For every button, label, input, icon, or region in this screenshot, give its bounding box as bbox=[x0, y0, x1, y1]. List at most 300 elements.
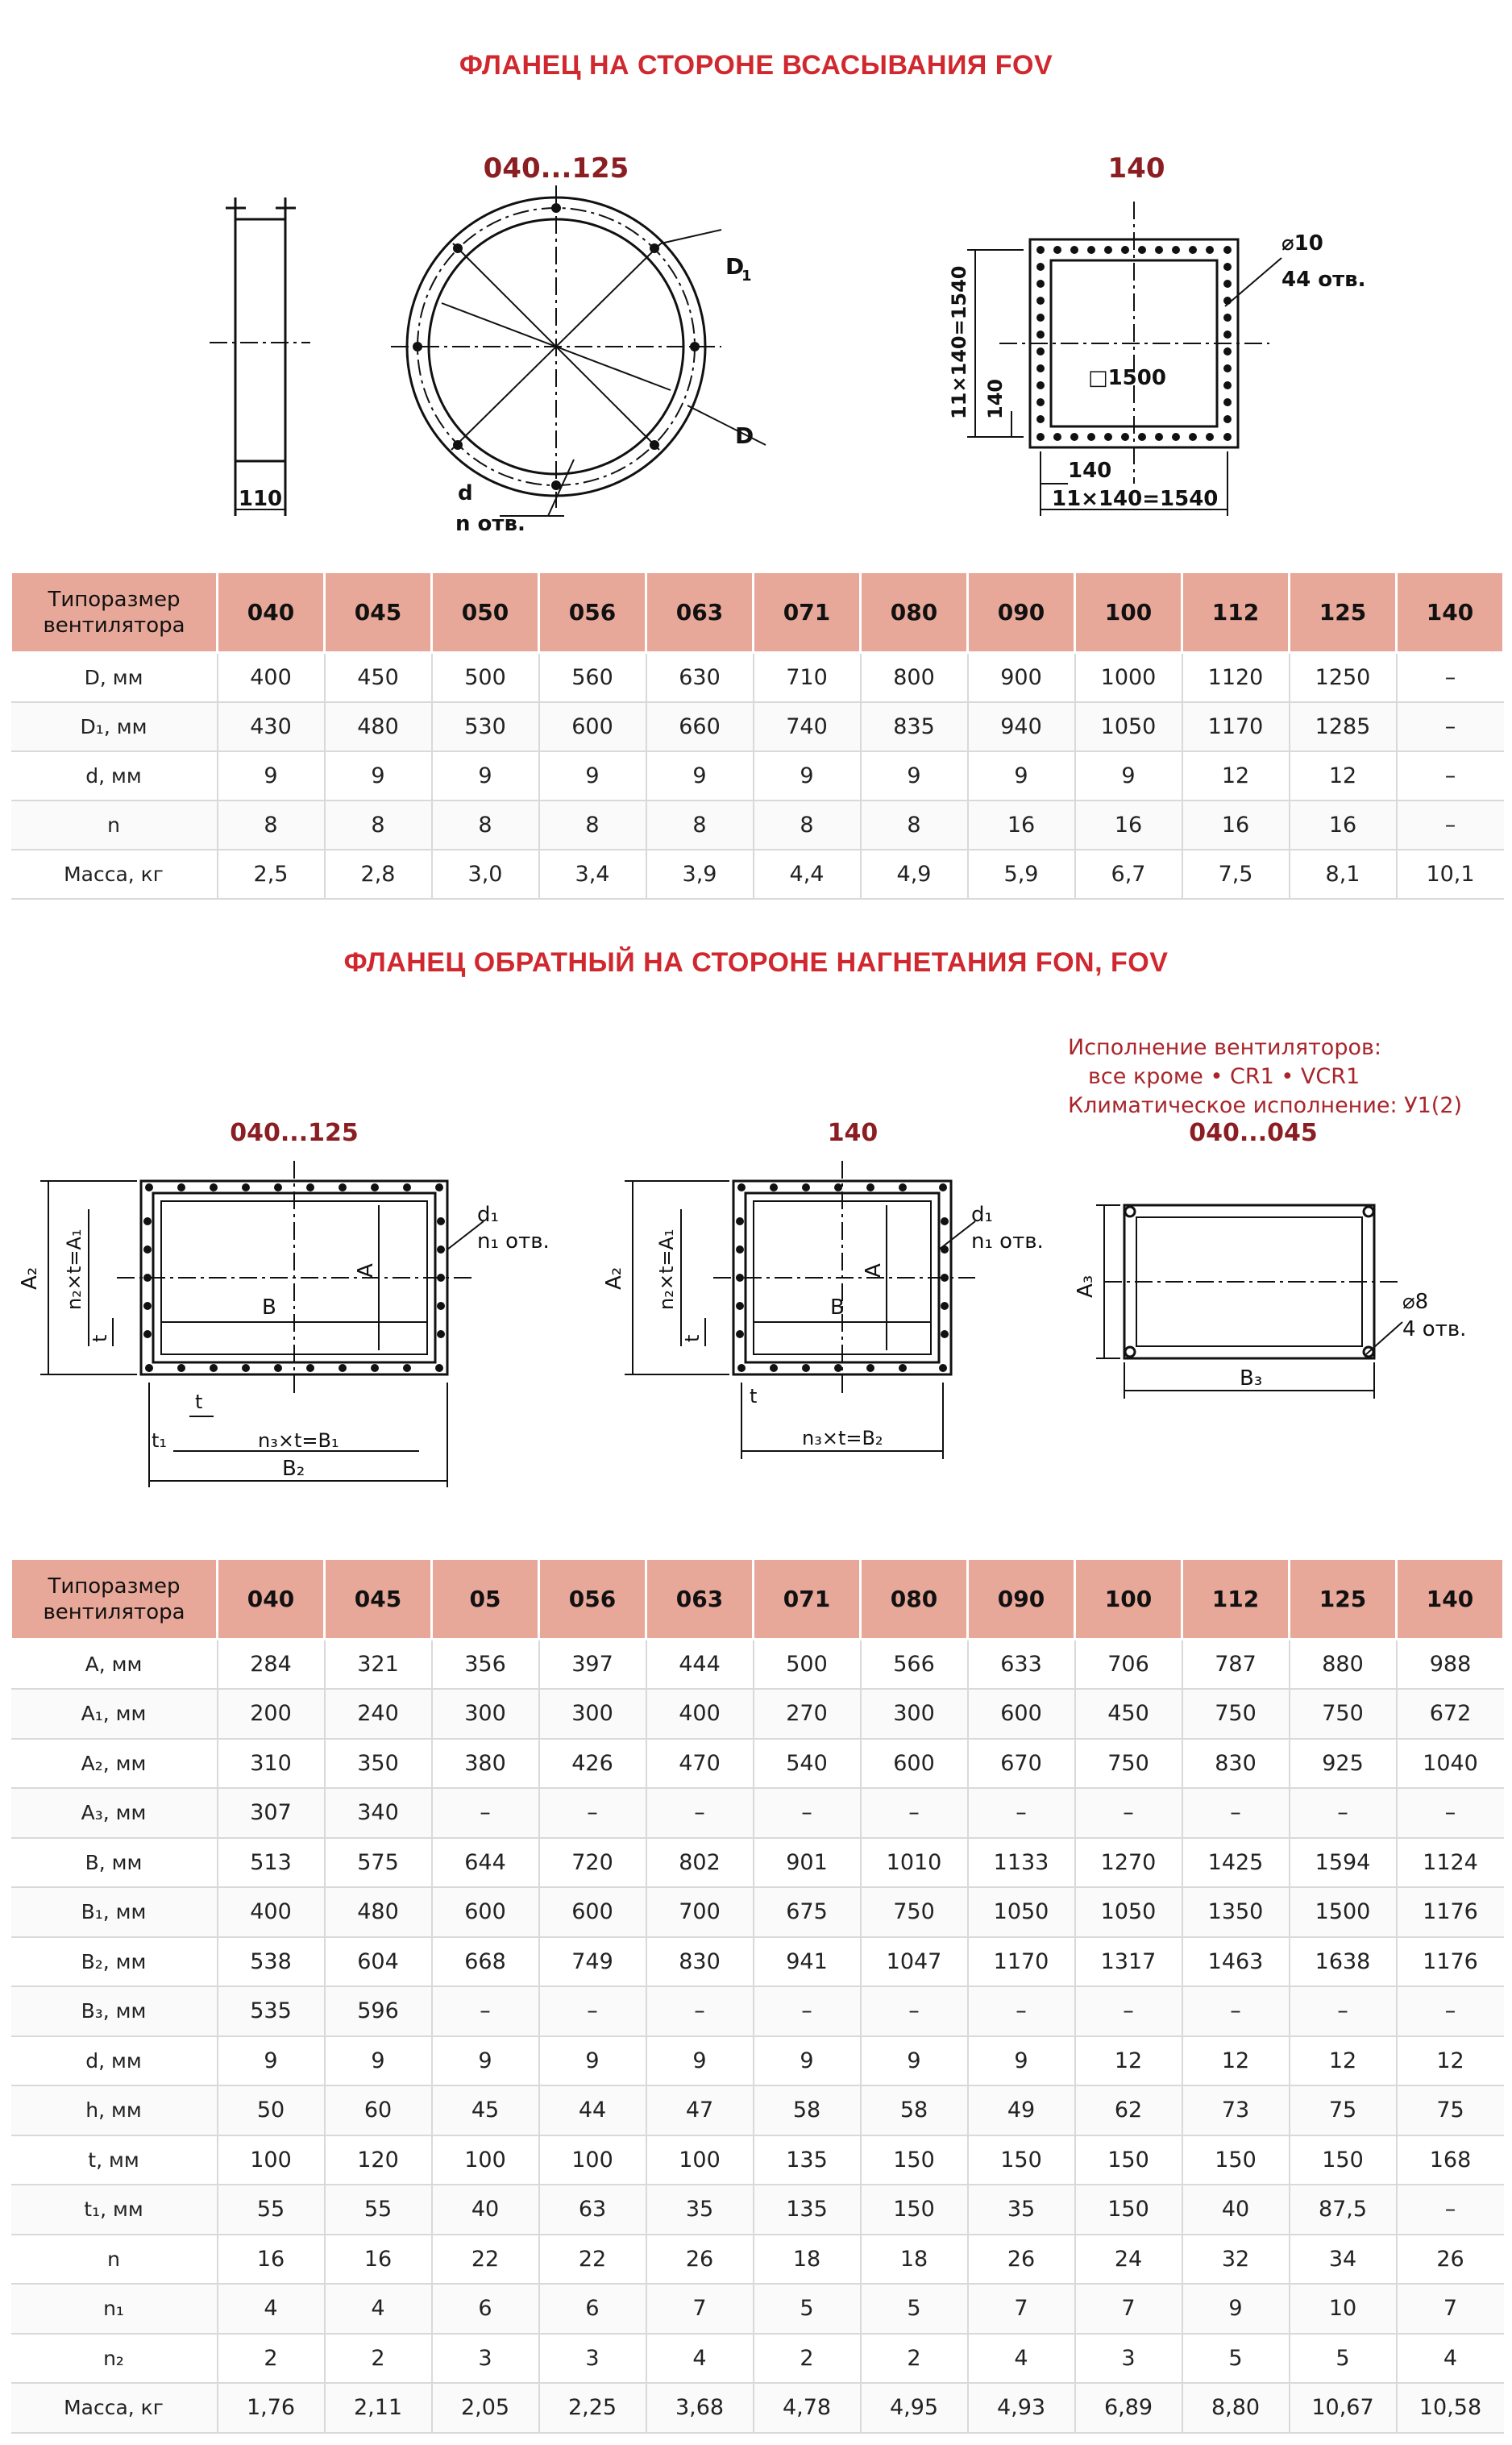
table-cell: – bbox=[539, 1788, 646, 1838]
table-cell: – bbox=[1397, 800, 1504, 850]
table-cell: 7 bbox=[646, 2284, 754, 2334]
table-cell: 120 bbox=[325, 2135, 432, 2185]
table-cell: 9 bbox=[539, 751, 646, 800]
svg-text:D: D bbox=[735, 422, 754, 449]
table-cell: 7,5 bbox=[1182, 850, 1290, 899]
table-cell: 901 bbox=[754, 1838, 861, 1888]
table-cell: 9 bbox=[325, 751, 432, 800]
table-cell: 1638 bbox=[1290, 1937, 1397, 1987]
size-header: 112 bbox=[1182, 1559, 1290, 1640]
table-cell: 4 bbox=[218, 2284, 325, 2334]
table-cell: – bbox=[1397, 1986, 1504, 2036]
table-cell: 668 bbox=[432, 1937, 539, 1987]
table-cell: 340 bbox=[325, 1788, 432, 1838]
table-cell: 12 bbox=[1290, 751, 1397, 800]
size-header: 100 bbox=[1075, 572, 1182, 653]
svg-text:040...125: 040...125 bbox=[230, 1119, 359, 1147]
svg-text:D: D bbox=[725, 253, 745, 280]
table-cell: 1010 bbox=[861, 1838, 968, 1888]
note-line-2: все кроме • CR1 • VCR1 bbox=[1088, 1064, 1360, 1089]
table-cell: 10,58 bbox=[1397, 2383, 1504, 2433]
table-cell: 284 bbox=[218, 1640, 325, 1690]
table-cell: 9 bbox=[1182, 2284, 1290, 2334]
table-cell: 1463 bbox=[1182, 1937, 1290, 1987]
table-cell: – bbox=[861, 1986, 968, 2036]
round-flange-label: 040...125 bbox=[483, 152, 629, 185]
table-cell: 802 bbox=[646, 1838, 754, 1888]
table-cell: – bbox=[432, 1788, 539, 1838]
table-cell: – bbox=[1290, 1788, 1397, 1838]
svg-text:140: 140 bbox=[984, 378, 1007, 419]
svg-text:4 отв.: 4 отв. bbox=[1402, 1317, 1467, 1341]
table-cell: 426 bbox=[539, 1739, 646, 1789]
table-cell: – bbox=[1075, 1986, 1182, 2036]
row-label: В, мм bbox=[11, 1838, 218, 1888]
table-cell: 5 bbox=[754, 2284, 861, 2334]
svg-text:140: 140 bbox=[827, 1119, 879, 1147]
table-cell: 9 bbox=[968, 2036, 1075, 2086]
table-cell: 150 bbox=[1075, 2135, 1182, 2185]
table-cell: 73 bbox=[1182, 2085, 1290, 2135]
table-cell: 100 bbox=[432, 2135, 539, 2185]
table-cell: 830 bbox=[646, 1937, 754, 1987]
table-cell: 480 bbox=[325, 702, 432, 751]
size-header: 040 bbox=[218, 572, 325, 653]
svg-text:B₂: B₂ bbox=[282, 1457, 305, 1481]
table-row bbox=[11, 2135, 1504, 2185]
table-row bbox=[11, 2085, 1504, 2135]
table-row bbox=[11, 1986, 1504, 2036]
svg-text:□1500: □1500 bbox=[1088, 366, 1166, 390]
table-cell: 596 bbox=[325, 1986, 432, 2036]
table-cell: – bbox=[1397, 751, 1504, 800]
table-cell: 2 bbox=[754, 2334, 861, 2384]
svg-text:A: A bbox=[862, 1263, 886, 1278]
table-cell: 600 bbox=[539, 702, 646, 751]
table-cell: 6,89 bbox=[1075, 2383, 1182, 2433]
table-cell: 644 bbox=[432, 1838, 539, 1888]
table-cell: 35 bbox=[968, 2185, 1075, 2235]
table-cell: 560 bbox=[539, 653, 646, 702]
table-cell: 49 bbox=[968, 2085, 1075, 2135]
table-cell: 1425 bbox=[1182, 1838, 1290, 1888]
table-cell: 16 bbox=[1182, 800, 1290, 850]
table-cell: – bbox=[1397, 1788, 1504, 1838]
table-row bbox=[11, 2284, 1504, 2334]
table-cell: – bbox=[432, 1986, 539, 2036]
table-cell: 356 bbox=[432, 1640, 539, 1690]
table-cell: 45 bbox=[432, 2085, 539, 2135]
svg-text:A₂: A₂ bbox=[18, 1266, 42, 1290]
table-cell: 12 bbox=[1075, 2036, 1182, 2086]
row-label: t₁, мм bbox=[11, 2185, 218, 2235]
svg-text:t₁: t₁ bbox=[152, 1429, 168, 1452]
table-cell: 749 bbox=[539, 1937, 646, 1987]
table-cell: 3 bbox=[432, 2334, 539, 2384]
svg-text:B: B bbox=[830, 1295, 845, 1320]
size-header: 125 bbox=[1290, 572, 1397, 653]
table-cell: 6 bbox=[539, 2284, 646, 2334]
table-cell: 444 bbox=[646, 1640, 754, 1690]
table-cell: 1176 bbox=[1397, 1887, 1504, 1937]
table-cell: 2 bbox=[861, 2334, 968, 2384]
svg-text:140: 140 bbox=[1068, 459, 1112, 483]
table-cell: 380 bbox=[432, 1739, 539, 1789]
table-cell: 1170 bbox=[1182, 702, 1290, 751]
table-cell: 835 bbox=[861, 702, 968, 751]
table-cell: 900 bbox=[968, 653, 1075, 702]
table-cell: 22 bbox=[539, 2235, 646, 2285]
row-label: n bbox=[11, 800, 218, 850]
table-cell: 4 bbox=[325, 2284, 432, 2334]
svg-text:44 отв.: 44 отв. bbox=[1281, 268, 1366, 292]
table-cell: 600 bbox=[539, 1887, 646, 1937]
table-cell: 500 bbox=[432, 653, 539, 702]
table-cell: 470 bbox=[646, 1739, 754, 1789]
table-cell: 670 bbox=[968, 1739, 1075, 1789]
table-cell: 450 bbox=[1075, 1689, 1182, 1739]
row-label: h, мм bbox=[11, 2085, 218, 2135]
table-cell: 7 bbox=[968, 2284, 1075, 2334]
table-cell: – bbox=[1182, 1788, 1290, 1838]
table-row bbox=[11, 702, 1504, 751]
table-cell: 1317 bbox=[1075, 1937, 1182, 1987]
table-cell: 3,9 bbox=[646, 850, 754, 899]
table-cell: 400 bbox=[646, 1689, 754, 1739]
table-cell: 720 bbox=[539, 1838, 646, 1888]
table-cell: 7 bbox=[1075, 2284, 1182, 2334]
table-cell: 538 bbox=[218, 1937, 325, 1987]
note-line-3: Климатическое исполнение: У1(2) bbox=[1068, 1093, 1463, 1118]
row-label: А₂, мм bbox=[11, 1739, 218, 1789]
table-cell: 7 bbox=[1397, 2284, 1504, 2334]
table-cell: 8,80 bbox=[1182, 2383, 1290, 2433]
table-cell: 8 bbox=[754, 800, 861, 850]
size-header: 056 bbox=[539, 1559, 646, 1640]
table-cell: 750 bbox=[861, 1887, 968, 1937]
flange-side-view bbox=[235, 219, 285, 461]
svg-text:n₃×t=B₁: n₃×t=B₁ bbox=[258, 1429, 339, 1452]
table-cell: 270 bbox=[754, 1689, 861, 1739]
svg-text:d₁: d₁ bbox=[971, 1203, 993, 1227]
table-cell: 150 bbox=[1290, 2135, 1397, 2185]
table-cell: 1000 bbox=[1075, 653, 1182, 702]
table-cell: – bbox=[1397, 2185, 1504, 2235]
table-cell: 321 bbox=[325, 1640, 432, 1690]
table-cell: – bbox=[1290, 1986, 1397, 2036]
table-cell: 3,4 bbox=[539, 850, 646, 899]
table-cell: 9 bbox=[646, 751, 754, 800]
table-cell: 58 bbox=[861, 2085, 968, 2135]
table-row bbox=[11, 2185, 1504, 2235]
row-label: А, мм bbox=[11, 1640, 218, 1690]
svg-text:n₁ отв.: n₁ отв. bbox=[477, 1229, 550, 1254]
table-cell: 604 bbox=[325, 1937, 432, 1987]
table-cell: 5,9 bbox=[968, 850, 1075, 899]
row-label: n bbox=[11, 2235, 218, 2285]
svg-text:d: d bbox=[458, 481, 473, 505]
size-header: 05 bbox=[432, 1559, 539, 1640]
table-cell: – bbox=[1075, 1788, 1182, 1838]
table-cell: 100 bbox=[218, 2135, 325, 2185]
size-header: 045 bbox=[325, 1559, 432, 1640]
svg-text:B₃: B₃ bbox=[1240, 1366, 1263, 1391]
table-cell: 1,76 bbox=[218, 2383, 325, 2433]
table-cell: 1047 bbox=[861, 1937, 968, 1987]
table-cell: 830 bbox=[1182, 1739, 1290, 1789]
table-cell: 4 bbox=[646, 2334, 754, 2384]
section2-drawing bbox=[0, 1116, 1512, 1520]
table-cell: – bbox=[968, 1986, 1075, 2036]
table-cell: 1050 bbox=[1075, 1887, 1182, 1937]
table-cell: 941 bbox=[754, 1937, 861, 1987]
table-cell: 307 bbox=[218, 1788, 325, 1838]
table-cell: 706 bbox=[1075, 1640, 1182, 1690]
table-row bbox=[11, 1640, 1504, 1690]
size-header: 140 bbox=[1397, 1559, 1504, 1640]
table-cell: 8 bbox=[861, 800, 968, 850]
table-row bbox=[11, 2235, 1504, 2285]
size-header: 050 bbox=[432, 572, 539, 653]
table-cell: 9 bbox=[861, 751, 968, 800]
table-cell: 150 bbox=[968, 2135, 1075, 2185]
table-row bbox=[11, 653, 1504, 702]
table-cell: – bbox=[539, 1986, 646, 2036]
svg-text:n₂×t=A₁: n₂×t=A₁ bbox=[63, 1229, 85, 1310]
svg-text:11×140=1540: 11×140=1540 bbox=[1052, 487, 1219, 511]
row-label: Масса, кг bbox=[11, 2383, 218, 2433]
table-cell: 9 bbox=[1075, 751, 1182, 800]
table-cell: 8 bbox=[646, 800, 754, 850]
table-row bbox=[11, 1739, 1504, 1789]
table-row bbox=[11, 1689, 1504, 1739]
table-cell: – bbox=[754, 1986, 861, 2036]
table-row bbox=[11, 1838, 1504, 1888]
table-cell: 2,5 bbox=[218, 850, 325, 899]
table-row bbox=[11, 800, 1504, 850]
table-cell: 925 bbox=[1290, 1739, 1397, 1789]
table-cell: 310 bbox=[218, 1739, 325, 1789]
table-cell: 44 bbox=[539, 2085, 646, 2135]
table-cell: 150 bbox=[861, 2185, 968, 2235]
table-cell: 12 bbox=[1182, 2036, 1290, 2086]
table-row bbox=[11, 850, 1504, 899]
table-cell: 12 bbox=[1290, 2036, 1397, 2086]
table-cell: 480 bbox=[325, 1887, 432, 1937]
table-cell: 672 bbox=[1397, 1689, 1504, 1739]
table-cell: 9 bbox=[861, 2036, 968, 2086]
table-cell: 940 bbox=[968, 702, 1075, 751]
table-cell: 168 bbox=[1397, 2135, 1504, 2185]
table-cell: 150 bbox=[861, 2135, 968, 2185]
table-cell: 750 bbox=[1182, 1689, 1290, 1739]
table-cell: 5 bbox=[1290, 2334, 1397, 2384]
table-cell: 540 bbox=[754, 1739, 861, 1789]
size-header: 080 bbox=[861, 572, 968, 653]
table-row bbox=[11, 2334, 1504, 2384]
size-header: 080 bbox=[861, 1559, 968, 1640]
table-row bbox=[11, 1887, 1504, 1937]
table-cell: 50 bbox=[218, 2085, 325, 2135]
table-cell: 600 bbox=[861, 1739, 968, 1789]
table-cell: 9 bbox=[754, 751, 861, 800]
table-cell: – bbox=[1182, 1986, 1290, 2036]
table-row bbox=[11, 751, 1504, 800]
svg-text:⌀10: ⌀10 bbox=[1281, 231, 1323, 256]
table-cell: 9 bbox=[968, 751, 1075, 800]
row-label: n₂ bbox=[11, 2334, 218, 2384]
table-cell: 18 bbox=[754, 2235, 861, 2285]
row-label: А₁, мм bbox=[11, 1689, 218, 1739]
table-cell: 12 bbox=[1397, 2036, 1504, 2086]
table-cell: 26 bbox=[968, 2235, 1075, 2285]
table-cell: 535 bbox=[218, 1986, 325, 2036]
row-label: Масса, кг bbox=[11, 850, 218, 899]
table-cell: 600 bbox=[968, 1689, 1075, 1739]
svg-text:110: 110 bbox=[238, 487, 283, 511]
table-cell: 880 bbox=[1290, 1640, 1397, 1690]
table-cell: 40 bbox=[1182, 2185, 1290, 2235]
section1-table bbox=[10, 571, 1505, 900]
table-cell: 16 bbox=[968, 800, 1075, 850]
svg-text:t: t bbox=[195, 1391, 203, 1413]
table-cell: 1050 bbox=[1075, 702, 1182, 751]
table-cell: 9 bbox=[432, 751, 539, 800]
table-cell: 787 bbox=[1182, 1640, 1290, 1690]
table-cell: 1170 bbox=[968, 1937, 1075, 1987]
size-header: 056 bbox=[539, 572, 646, 653]
table-cell: 1350 bbox=[1182, 1887, 1290, 1937]
table-cell: 35 bbox=[646, 2185, 754, 2235]
note-line-1: Исполнение вентиляторов: bbox=[1068, 1035, 1381, 1060]
table-cell: 750 bbox=[1290, 1689, 1397, 1739]
svg-text:d₁: d₁ bbox=[477, 1203, 499, 1227]
table-cell: 4 bbox=[968, 2334, 1075, 2384]
table-cell: 16 bbox=[325, 2235, 432, 2285]
table-cell: 6,7 bbox=[1075, 850, 1182, 899]
table-row bbox=[11, 2383, 1504, 2433]
table-cell: 660 bbox=[646, 702, 754, 751]
row-label: В₂, мм bbox=[11, 1937, 218, 1987]
table-cell: 800 bbox=[861, 653, 968, 702]
size-header: 090 bbox=[968, 1559, 1075, 1640]
table-cell: 18 bbox=[861, 2235, 968, 2285]
table-header-row bbox=[11, 572, 1504, 653]
table-cell: 575 bbox=[325, 1838, 432, 1888]
table-cell: 675 bbox=[754, 1887, 861, 1937]
section1-title: ФЛАНЕЦ НА СТОРОНЕ ВСАСЫВАНИЯ FOV bbox=[459, 50, 1053, 81]
table-cell: – bbox=[968, 1788, 1075, 1838]
table-cell: 3 bbox=[539, 2334, 646, 2384]
table-cell: 47 bbox=[646, 2085, 754, 2135]
table-cell: 55 bbox=[218, 2185, 325, 2235]
svg-text:t: t bbox=[89, 1334, 111, 1342]
table-cell: 26 bbox=[646, 2235, 754, 2285]
size-header: 063 bbox=[646, 572, 754, 653]
table-cell: 2 bbox=[325, 2334, 432, 2384]
table-cell: 8 bbox=[218, 800, 325, 850]
table-cell: 700 bbox=[646, 1887, 754, 1937]
table-cell: 10,1 bbox=[1397, 850, 1504, 899]
table-cell: 300 bbox=[539, 1689, 646, 1739]
svg-text:n₂×t=A₁: n₂×t=A₁ bbox=[655, 1229, 678, 1310]
table-cell: 40 bbox=[432, 2185, 539, 2235]
table-header-row bbox=[11, 1559, 1504, 1640]
section2-table-body bbox=[11, 1640, 1504, 2433]
table-cell: 34 bbox=[1290, 2235, 1397, 2285]
table-cell: 633 bbox=[968, 1640, 1075, 1690]
svg-text:040...045: 040...045 bbox=[1189, 1119, 1318, 1147]
table-cell: – bbox=[1397, 702, 1504, 751]
size-header: 045 bbox=[325, 572, 432, 653]
table-cell: 135 bbox=[754, 2185, 861, 2235]
table-cell: 3,0 bbox=[432, 850, 539, 899]
table-cell: 60 bbox=[325, 2085, 432, 2135]
table-cell: 2,11 bbox=[325, 2383, 432, 2433]
table-cell: 32 bbox=[1182, 2235, 1290, 2285]
row-label: А₃, мм bbox=[11, 1788, 218, 1838]
table-cell: 10 bbox=[1290, 2284, 1397, 2334]
table-cell: 100 bbox=[646, 2135, 754, 2185]
svg-text:1: 1 bbox=[741, 268, 752, 285]
table-cell: 8,1 bbox=[1290, 850, 1397, 899]
table-cell: – bbox=[861, 1788, 968, 1838]
table-cell: 4,78 bbox=[754, 2383, 861, 2433]
svg-text:t: t bbox=[750, 1385, 758, 1408]
table-cell: 26 bbox=[1397, 2235, 1504, 2285]
svg-text:11×140=1540: 11×140=1540 bbox=[948, 265, 970, 419]
header-label: Типоразмер вентилятора bbox=[11, 1559, 218, 1640]
svg-text:A₃: A₃ bbox=[1074, 1274, 1098, 1298]
table-cell: 87,5 bbox=[1290, 2185, 1397, 2235]
table-cell: 1120 bbox=[1182, 653, 1290, 702]
table-row bbox=[11, 1937, 1504, 1987]
table-cell: 200 bbox=[218, 1689, 325, 1739]
table-cell: 16 bbox=[1290, 800, 1397, 850]
table-cell: 400 bbox=[218, 1887, 325, 1937]
table-cell: 397 bbox=[539, 1640, 646, 1690]
section1-drawing bbox=[0, 145, 1512, 548]
table-cell: 135 bbox=[754, 2135, 861, 2185]
svg-text:n отв.: n отв. bbox=[455, 512, 525, 536]
table-cell: 22 bbox=[432, 2235, 539, 2285]
table-cell: 1124 bbox=[1397, 1838, 1504, 1888]
size-header: 140 bbox=[1397, 572, 1504, 653]
table-cell: 63 bbox=[539, 2185, 646, 2235]
table-cell: 100 bbox=[539, 2135, 646, 2185]
table-cell: 62 bbox=[1075, 2085, 1182, 2135]
table-cell: 16 bbox=[218, 2235, 325, 2285]
row-label: d, мм bbox=[11, 751, 218, 800]
svg-text:B: B bbox=[262, 1295, 276, 1320]
row-label: n₁ bbox=[11, 2284, 218, 2334]
table-cell: 2 bbox=[218, 2334, 325, 2384]
table-cell: 3 bbox=[1075, 2334, 1182, 2384]
table-cell: 400 bbox=[218, 653, 325, 702]
table-row bbox=[11, 1788, 1504, 1838]
table-cell: 988 bbox=[1397, 1640, 1504, 1690]
table-cell: 1133 bbox=[968, 1838, 1075, 1888]
table-cell: 1050 bbox=[968, 1887, 1075, 1937]
table-cell: 9 bbox=[754, 2036, 861, 2086]
table-cell: 2,05 bbox=[432, 2383, 539, 2433]
table-cell: 350 bbox=[325, 1739, 432, 1789]
table-cell: 8 bbox=[325, 800, 432, 850]
table-cell: 12 bbox=[1182, 751, 1290, 800]
table-cell: 513 bbox=[218, 1838, 325, 1888]
table-cell: 2,8 bbox=[325, 850, 432, 899]
table-cell: 1040 bbox=[1397, 1739, 1504, 1789]
